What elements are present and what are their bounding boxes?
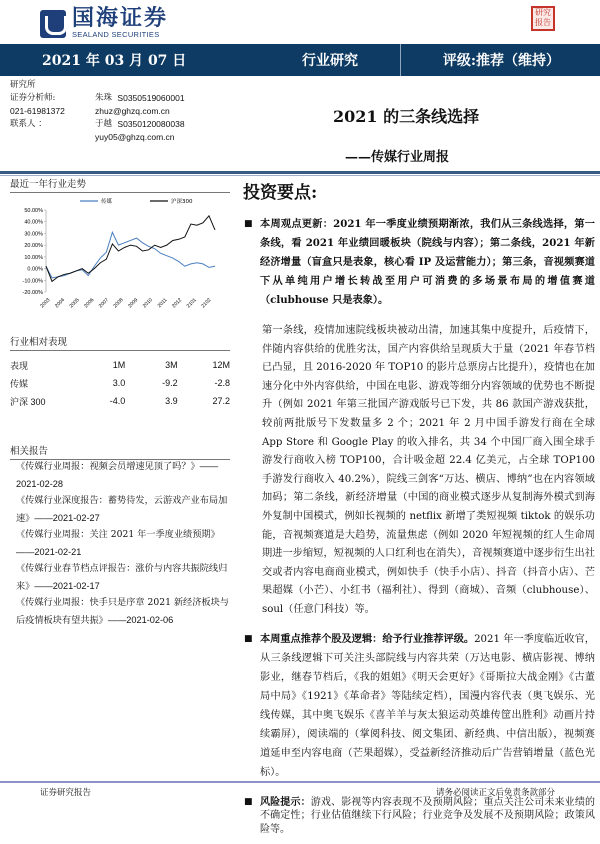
y-tick-label: 0.00% xyxy=(27,266,43,273)
report-title: 《传媒行业深度报告：蓄势待发，云游戏产业布局加速》 xyxy=(16,495,228,524)
y-tick-label: -20.00% xyxy=(22,290,43,296)
bullet-recommendation xyxy=(240,630,595,782)
x-tick-label: 2010 xyxy=(141,297,154,310)
dept: 研究所 xyxy=(10,80,36,90)
logo-icon xyxy=(40,10,66,38)
header-cell: 3M xyxy=(165,360,178,370)
rating: 评级:推荐（维持） xyxy=(442,53,560,69)
seal-text: 研究报告 xyxy=(535,8,551,27)
x-tick-label: 2008 xyxy=(112,297,125,310)
report-link[interactable] xyxy=(10,527,230,561)
cell: 沪深 300 xyxy=(10,396,46,407)
report-title: 《传媒行业周报：快手只是序章 2021 新经济板块与后疫情板块有望共振》 xyxy=(16,597,229,626)
trend-heading: 最近一年行业走势 xyxy=(10,176,230,193)
reports-heading: 相关报告 xyxy=(10,443,230,460)
x-tick-label: 2003 xyxy=(39,297,52,310)
report-link[interactable] xyxy=(10,458,230,493)
cell: -2.8 xyxy=(214,378,230,388)
phone: 021-61981372 xyxy=(10,106,65,116)
legend-label: 沪深300 xyxy=(171,199,193,205)
legend-label: 传媒 xyxy=(101,199,113,205)
x-tick-label: 2005 xyxy=(68,297,81,310)
table-row xyxy=(10,374,230,392)
table-header xyxy=(10,356,230,374)
x-tick-label: 2007 xyxy=(97,297,110,310)
series-line-1 xyxy=(46,216,215,282)
divider xyxy=(0,171,600,174)
footer-left: 证券研究报告 xyxy=(40,788,92,798)
y-tick-label: 30.00% xyxy=(24,231,43,238)
report-date: 2021 年 03 月 07 日 xyxy=(42,53,187,69)
y-tick-label: -10.00% xyxy=(22,278,43,285)
paragraph: 第一条线，疫情加速院线板块被动出清，加速其集中度提升，后疫情下，伴随内容供给的优胜劣汰，国产内容供给呈现质大于量（2021 年春节档已凸显，且 2016-2020 年 TOP10 的影片总票房占比提升），疫情也在加速分化中外内容供给，中国在电影、游戏等细分内容领域的优势也不断提升（例如 2021 年第三批国产游戏版号已下发，共 86 款国产游戏获批，较前两批版号下发数量多 2 个；2021 年 2 月中国手游发行商在全球 App Store 和 Google Play 的收入排名，共 34 个中国厂商入围全球手游发行商收入榜 TOP100，合计吸金超 22.4 亿美元，占全球 TOP100 手游发行商收入 40.2%），院线三剑客“万达、横店、博纳”也在内容领域加码；第二条线，新经济增量（中国的商业模式逐步从复制海外模式到海外复制中国模式，例如长视频的 netflix 新增了类短视频 tiktok 的娱乐功能，音视频赛道是大趋势，流量焦虑（例如 2020 年短视频的红人生命周期进一步缩短，短视频的人口红利也在消失），音视频赛道中逐步衍生出社交或者内容电商商业模式，例如快手（快手小店）、抖音（抖音小店）、芒果超媒（小芒）、小红书（福利社）、得到（商城）、音频（clubhouse）、soul（任意门科技）等。 xyxy=(262,325,595,615)
logo-en: SEALAND SECURITIES xyxy=(72,30,160,39)
report-date: ——2021-02-06 xyxy=(107,614,174,625)
trend-chart xyxy=(10,196,230,326)
report-link[interactable] xyxy=(10,493,230,527)
footer-divider xyxy=(0,781,600,783)
contact-cert: S0350120080038 xyxy=(117,119,185,129)
contact-name: 于越 xyxy=(95,119,113,129)
table-row xyxy=(10,392,230,410)
author-info xyxy=(10,79,185,144)
bullet-square-icon: ■ xyxy=(244,633,253,644)
bullet-text: 本周观点更新：2021 年一季度业绩预期渐浓，我们从三条线选择，第一条线，看 2021 年业绩回暖板块（院线与内容）；第二条线，2021 年新经济增量（盲盒只是表象，核心看 IP 及运营能力）；第三条，音视频赛道下从单纯用户增长转战至用户可消费的多场景布局的增值赛道（clubhouse 只是表象）。 xyxy=(260,218,595,306)
cell: -4.0 xyxy=(109,396,126,406)
cell: -9.2 xyxy=(162,378,178,388)
analyst-email[interactable]: zhuz@ghzq.com.cn xyxy=(95,106,170,116)
x-tick-label: 2101 xyxy=(185,297,198,310)
cell: 3.9 xyxy=(165,396,178,406)
company-logo xyxy=(40,8,168,39)
footer-right: 请务必阅读正文后免责条款部分 xyxy=(435,788,555,798)
main-content xyxy=(240,178,595,844)
y-tick-label: 50.00% xyxy=(24,208,43,214)
relative-table xyxy=(10,356,230,410)
bullet-risk xyxy=(240,796,595,837)
bullet-text: 2021 年一季度临近收官，从三条线逻辑下可关注头部院线与内容共荣（万达电影、横店影视、博纳影业，继春节档后，《我的姐姐》《明天会更好》《哥斯拉大战金刚》《古董局中局》《1921》《革命者》等陆续定档），国漫内容代表（奥飞娱乐、光线传媒，其中奥飞娱乐《喜羊羊与灰太狼运动英雄传筐出胜利》动画片持续霸屏），阅读端的（掌阅科技、阅文集团、新经典、中信出版），视频赛道延申至内容电商（芒果超媒），受益新经济推动后广告营销增量（蓝色光标）。 xyxy=(260,633,595,778)
bullet-square-icon: ■ xyxy=(244,219,253,229)
report-date: ——2021-02-27 xyxy=(34,512,100,523)
report-category: 行业研究 xyxy=(302,53,358,69)
x-tick-label: 2006 xyxy=(83,297,96,310)
related-reports xyxy=(10,458,230,629)
x-tick-label: 2009 xyxy=(127,297,140,310)
report-link[interactable] xyxy=(10,595,230,629)
seal-stamp xyxy=(531,6,555,31)
x-tick-label: 2012 xyxy=(171,297,184,310)
y-tick-label: 20.00% xyxy=(24,243,43,250)
bullet-text: 游戏、影视等内容表现不及预期风险；重点关注公司未来业绩的不确定性；行业估值继续下行风险；行业竞争及发展不及预期风险；政策风险等。 xyxy=(260,796,595,835)
report-date: ——2021-02-21 xyxy=(16,546,82,557)
cell: 3.0 xyxy=(112,378,126,388)
relative-heading: 行业相对表现 xyxy=(10,334,230,351)
y-tick-label: 40.00% xyxy=(24,219,43,226)
bullet-square-icon: ■ xyxy=(244,796,253,807)
report-title: 2021 的三条线选择 xyxy=(333,107,480,126)
bullet-bold: 风险提示： xyxy=(260,796,311,808)
cell: 传媒 xyxy=(10,379,29,390)
report-date: ——2021-02-28 xyxy=(16,461,219,489)
report-date: ——2021-02-17 xyxy=(34,580,100,591)
header-cell: 1M xyxy=(112,360,126,370)
analyst-name: 朱珠 xyxy=(95,93,113,103)
header-band xyxy=(0,44,600,76)
x-tick-label: 2011 xyxy=(156,297,169,310)
section-heading: 投资要点: xyxy=(243,183,318,203)
cell: 27.2 xyxy=(212,396,230,406)
logo-cn: 国海证券 xyxy=(72,6,169,31)
report-title: 《传媒行业周报：视频会员增速见顶了吗？》 xyxy=(16,461,200,472)
contact-label: 联系人 ： xyxy=(10,119,47,129)
x-tick-label: 2004 xyxy=(53,297,67,310)
report-title: 《传媒行业周报：关注 2021 年一季度业绩预期》 xyxy=(16,529,220,540)
analyst-label: 证券分析师: xyxy=(10,93,56,103)
header-cell: 12M xyxy=(212,360,230,370)
y-tick-label: 10.00% xyxy=(24,254,43,261)
report-link[interactable] xyxy=(10,561,230,595)
bullet-bold: 本周重点推荐个股及逻辑：给予行业推荐评级。 xyxy=(260,632,475,645)
contact-email[interactable]: yuy05@ghzq.com.cn xyxy=(95,132,175,142)
report-subtitle: ——传媒行业周报 xyxy=(345,150,450,165)
report-title: 《传媒行业春节档点评报告：涨价与内容共振院线归来》 xyxy=(16,563,228,592)
bullet-view-update xyxy=(240,215,595,310)
series-line-0 xyxy=(46,232,215,278)
analyst-cert: S0350519060001 xyxy=(117,93,185,103)
header-cell: 表现 xyxy=(10,361,29,372)
x-tick-label: 2102 xyxy=(200,297,213,310)
